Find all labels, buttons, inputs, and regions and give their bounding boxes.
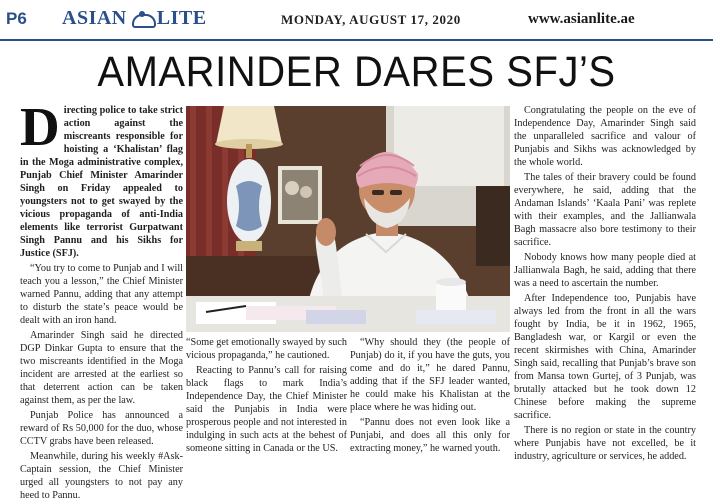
masthead [0,0,713,44]
paragraph: “Pannu does not even look like a Punjabi, and does all this only for extracting money,” he warned youth. [350,417,510,454]
drop-cap: D [20,96,60,157]
logo-text-right: LITE [156,7,207,29]
paragraph: There is no region or state in the country where Punjabis have not excelled, be it industry, agriculture or services, he added. [514,425,696,462]
paragraph: “Why should they (the people of Punjab) do it, if you have the guts, you come and do it,” he dared Pannu, adding that if the SFJ leader wanted, he could make his Khalistan at the place where he was hiding out. [350,337,510,413]
paragraph: Amarinder Singh said he directed DGP Dinkar Gupta to ensure that the two miscreants identified in the Moga incident are arrested at the earliest so that deterrent action can be taken against them, as per the law. [20,330,183,406]
article-column-4 [514,104,696,465]
issue-date: MONDAY, AUGUST 17, 2020 [281,12,461,27]
logo [62,7,207,30]
website-url: www.asianlite.ae [528,11,635,27]
article-column-1 [20,96,183,504]
paragraph: “Some get emotionally swayed by such vicious propaganda,” he cautioned. [186,337,347,361]
paragraph: The tales of their bravery could be found everywhere, he said, adding that the Andaman Islands’ ‘Kaala Pani’ was replete with their examples, and the Jallianwala Bagh massacre also bore testimony to their sacrifice. [514,172,696,248]
headline: AMARINDER DARES SFJ’S [97,48,616,96]
paragraph: Reacting to Pannu’s call for raising black flags to mark India’s Independence Day, the Chief Minister said the Punjabis in India were prosperous people and not interested in indulging in such acts at the behest of someone sitting in Canada or the US. [186,365,347,454]
paragraph: “You try to come to Punjab and I will teach you a lesson,” the Chief Minister warned Pannu, adding that any attempt to disturb the state’s peace would be dealt with an iron hand. [20,263,183,326]
logo-text-left: ASIAN [62,7,127,29]
paragraph: Punjab Police has announced a reward of Rs 50,000 for the duo, whose CCTV grabs have been released. [20,410,183,447]
paragraph: After Independence too, Punjabis have always led from the front in all the wars fought by India, be it in 1962, 1965, Bangladesh war, or Kargil or even the recent skirmishes with China, Amarinder Singh said, recalling that Punjab’s brave son from Mansa town Gurtej, of 3 Punjab, was brutally attacked but he took down 12 Chinese before making the supreme sacrifice. [514,293,696,421]
photo-illustration [186,106,510,332]
article-column-2 [186,336,347,457]
page-number: P6 [6,9,27,28]
paragraph: Meanwhile, during his weekly #Ask-Captain session, the Chief Minister urged all youngsters to not pay any heed to Pannu. [20,451,183,501]
paragraph: Congratulating the people on the eve of Independence Day, Amarinder Singh said the unparalleled sacrifice and valour of Punjabis and Sikhs was acknowledged by the whole world. [514,105,696,168]
article-photo [186,106,510,332]
lead-paragraph [20,96,183,260]
masthead-rule [0,39,713,41]
lead-text: irecting police to take strict action against the miscreants responsible for hoisting a ‘Khalistan’ flag in the Moga administrative complex, Punjab Chief Minister Amarinder Singh on Friday appealed to youngsters not to get swayed by the vicious propaganda of anti-India elements like terrorist Gurpatwant Singh Pannu and his Sikhs for Justice (SFJ). [20,105,183,259]
article-column-3 [350,336,510,457]
vessel-icon [130,11,154,27]
paragraph: Nobody knows how many people died at Jallianwala Bagh, he said, adding that there was a need to ascertain the number. [514,252,696,289]
